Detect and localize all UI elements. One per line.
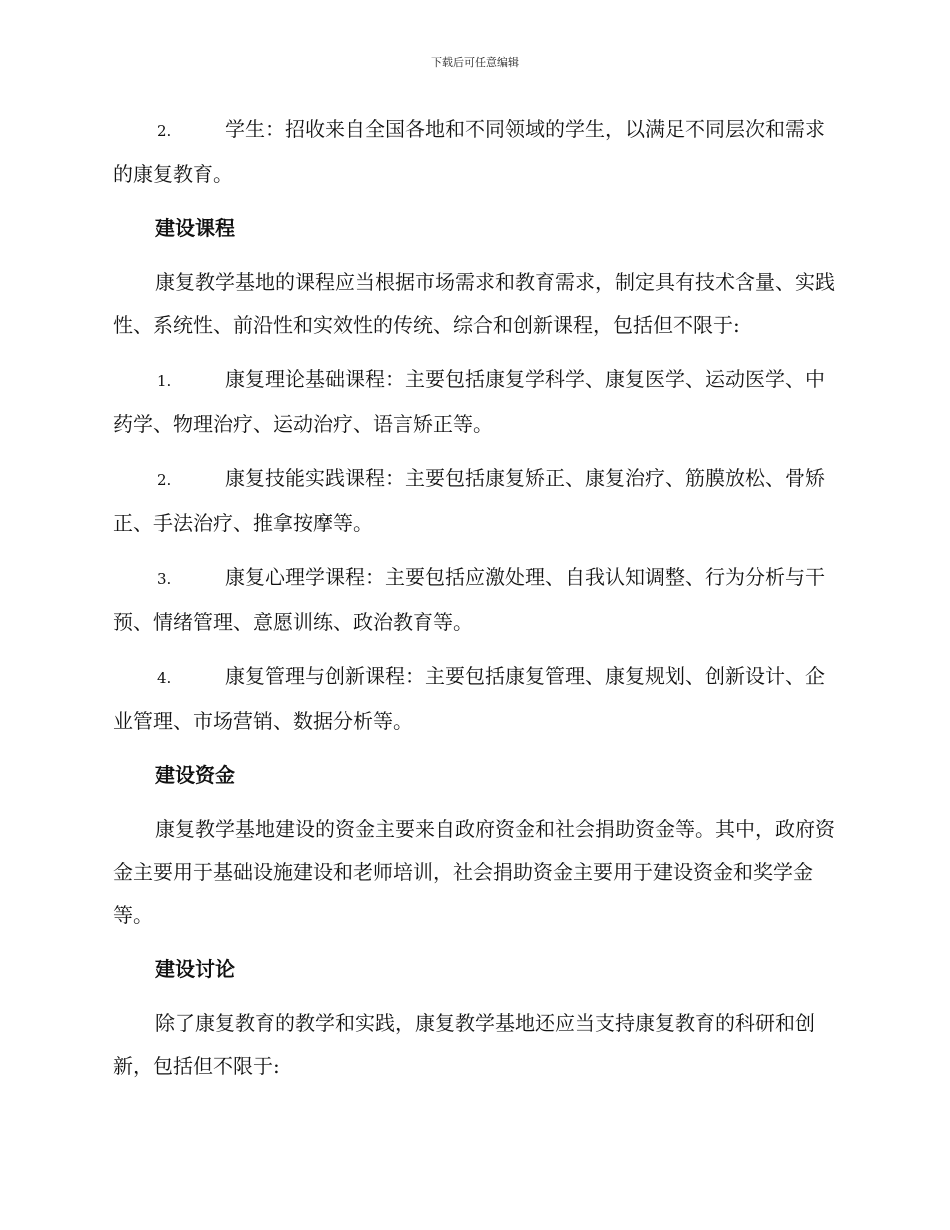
list-item-course-1 <box>113 358 835 446</box>
list-item-students <box>113 108 835 196</box>
list-item-course-3 <box>113 556 835 644</box>
list-number: 1. <box>157 372 172 390</box>
page-header: 下载后可任意编辑 <box>431 56 519 69</box>
paragraph-courses: 康复教学基地的课程应当根据市场需求和教育需求，制定具有技术含量、实践性、系统性、前沿性和实效性的传统、综合和创新课程，包括但不限于: <box>113 270 835 337</box>
document-body <box>113 108 835 1099</box>
paragraph-discussion: 除了康复教育的教学和实践，康复教学基地还应当支持康复教育的科研和创新，包括但不限于: <box>113 1011 815 1078</box>
list-number: 4. <box>157 669 172 687</box>
list-text: 康复心理学课程：主要包括应激处理、自我认知调整、行为分析与干预、情绪管理、意愿训练、政治教育等。 <box>113 565 825 634</box>
list-text: 康复管理与创新课程：主要包括康复管理、康复规划、创新设计、企业管理、市场营销、数据分析等。 <box>113 664 825 733</box>
list-item-course-2 <box>113 457 835 545</box>
list-item-course-4 <box>113 655 835 743</box>
list-number: 3. <box>157 570 172 588</box>
list-number: 2. <box>157 122 172 140</box>
list-text: 学生：招收来自全国各地和不同领域的学生，以满足不同层次和需求的康复教育。 <box>113 117 825 186</box>
section-heading-courses: 建设课程 <box>155 216 235 240</box>
list-text: 康复技能实践课程：主要包括康复矫正、康复治疗、筋膜放松、骨矫正、手法治疗、推拿按摩等。 <box>113 466 825 535</box>
list-number: 2. <box>157 471 172 489</box>
section-heading-funding: 建设资金 <box>155 763 235 787</box>
paragraph-funding: 康复教学基地建设的资金主要来自政府资金和社会捐助资金等。其中，政府资金主要用于基础设施建设和老师培训，社会捐助资金主要用于建设资金和奖学金等。 <box>113 817 835 927</box>
section-heading-discussion: 建设讨论 <box>155 957 235 981</box>
list-text: 康复理论基础课程：主要包括康复学科学、康复医学、运动医学、中药学、物理治疗、运动治疗、语言矫正等。 <box>113 367 825 436</box>
